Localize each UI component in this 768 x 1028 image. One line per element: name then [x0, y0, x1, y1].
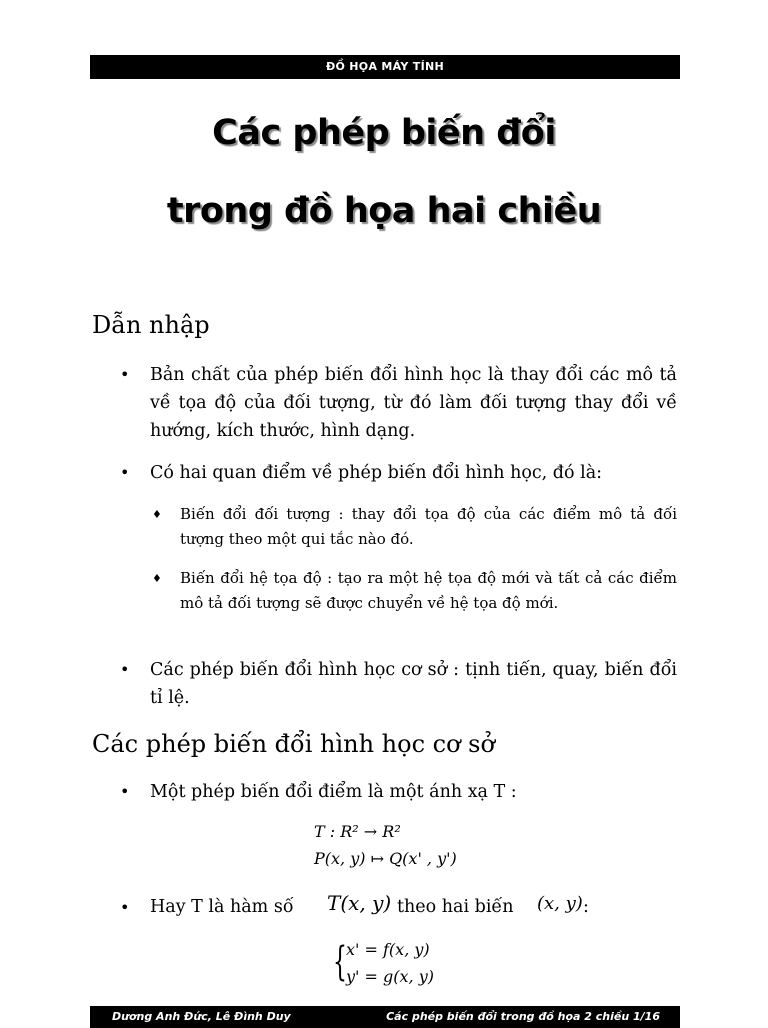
- diamond-bullet-icon: ♦: [152, 508, 162, 521]
- page-title-line-1: Các phép biến đổi: [212, 113, 556, 153]
- section-heading-basic-transforms: Các phép biến đổi hình học cơ sở: [92, 730, 495, 758]
- footer-page-info: Các phép biến đổi trong đồ họa 2 chiều 1/16: [386, 1010, 660, 1023]
- section-heading-introduction: Dẫn nhập: [92, 311, 210, 339]
- sub-list-item: Biến đổi đối tượng : thay đổi tọa độ của các điểm mô tả đối tượng theo một qui tắc nào đó.: [180, 505, 677, 548]
- bullet-marker: •: [120, 782, 130, 801]
- list-item: Bản chất của phép biến đổi hình học là thay đổi các mô tả về tọa độ của đối tượng, từ đó làm đối tượng thay đổi về hướng, kích thước, hình dạng.: [150, 365, 677, 441]
- document-header: [90, 55, 680, 79]
- function-sentence-suffix: :: [583, 897, 589, 917]
- list-item: Có hai quan điểm về phép biến đổi hình học, đó là:: [150, 463, 603, 483]
- list-item: Một phép biến đổi điểm là một ánh xạ T :: [150, 782, 517, 802]
- sub-list-item: Biến đổi hệ tọa độ : tạo ra một hệ tọa độ mới và tất cả các điểm mô tả đối tượng sẽ được chuyển về hệ tọa độ mới.: [180, 569, 677, 612]
- formula-system-line-1: x' = f(x, y): [346, 940, 430, 959]
- bullet-marker: •: [120, 898, 130, 917]
- formula-mapping-line-2: P(x, y) ↦ Q(x' , y'): [314, 849, 457, 868]
- formula-mapping-line-1: T : R² → R²: [314, 822, 401, 841]
- bullet-marker: •: [120, 660, 130, 679]
- header-text: ĐỒ HỌA MÁY TÍNH: [325, 60, 444, 73]
- formula-function: T(x, y): [327, 891, 392, 915]
- page-title-line-2: trong đồ họa hai chiều: [166, 191, 602, 231]
- footer-authors: Dương Anh Đức, Lê Đình Duy: [112, 1010, 291, 1023]
- bullet-marker: •: [120, 463, 130, 482]
- document-footer: [90, 1006, 680, 1028]
- diamond-bullet-icon: ♦: [152, 572, 162, 585]
- formula-system-line-2: y' = g(x, y): [346, 967, 434, 986]
- system-brace: {: [333, 939, 347, 985]
- function-sentence-prefix: Hay T là hàm số: [150, 897, 294, 917]
- function-sentence-middle: theo hai biến: [397, 897, 514, 917]
- bullet-marker: •: [120, 365, 130, 384]
- list-item: Các phép biến đổi hình học cơ sở : tịnh tiến, quay, biến đổi tỉ lệ.: [150, 660, 677, 708]
- formula-variables: (x, y): [537, 893, 583, 914]
